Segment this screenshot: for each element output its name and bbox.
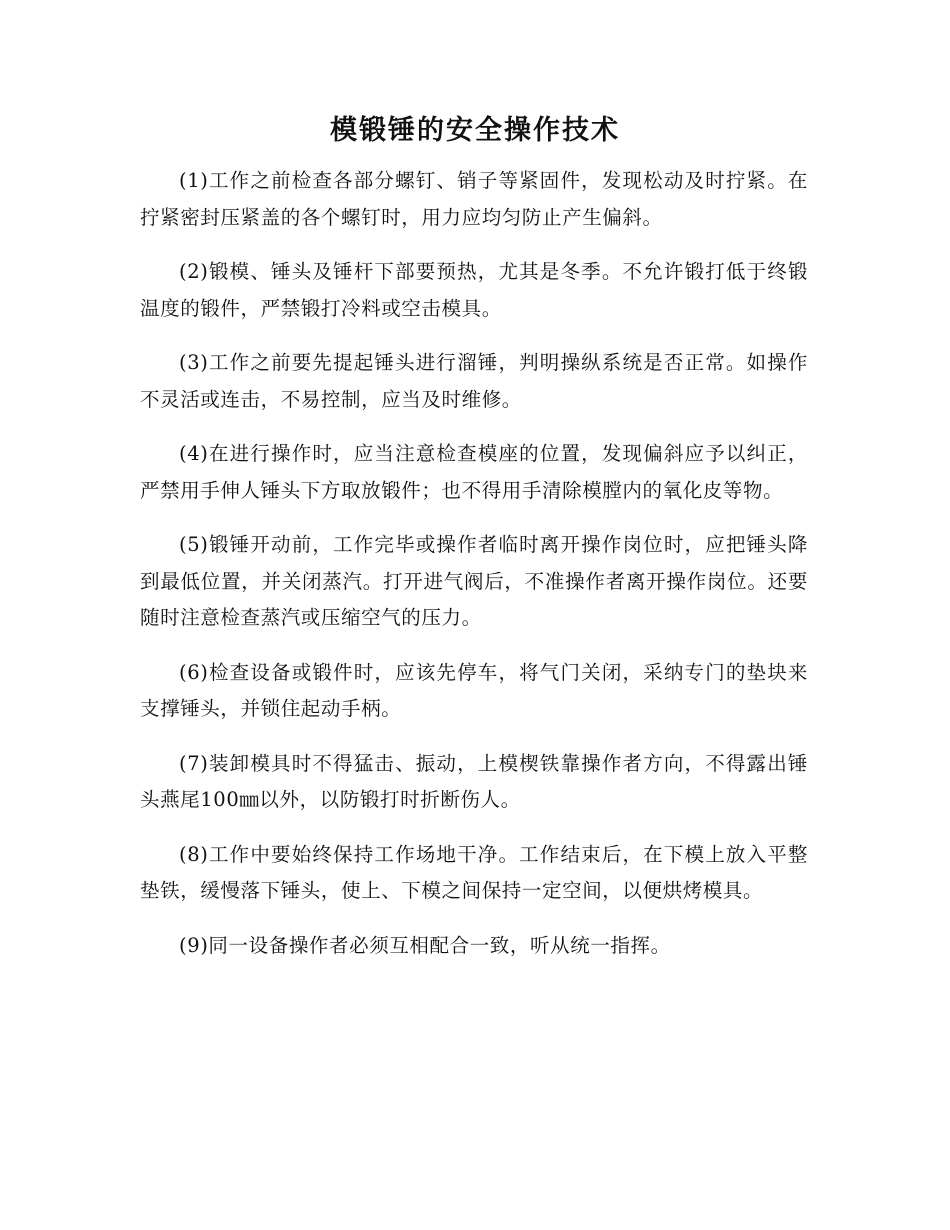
document-title: 模锻锤的安全操作技术 (330, 115, 620, 146)
document-body (140, 163, 808, 982)
paragraph-9: (9)同一设备操作者必须互相配合一致，听从统一指挥。 (179, 933, 671, 957)
paragraph-4: (4)在进行操作时，应当注意检查模座的位置，发现偏斜应予以纠正，严禁用手伸人锤头下方取放锻件；也不得用手清除模膛内的氧化皮等物。 (140, 442, 808, 502)
paragraph-6: (6)检查设备或锻件时，应该先停车，将气门关闭，采纳专门的垫块来支撑锤头，并锁住起动手柄。 (140, 660, 808, 720)
paragraph-2: (2)锻模、锤头及锤杆下部要预热，尤其是冬季。不允许锻打低于终锻温度的锻件，严禁锻打冷料或空击模具。 (140, 260, 808, 320)
paragraph-5: (5)锻锤开动前，工作完毕或操作者临时离开操作岗位时，应把锤头降到最低位置，并关闭蒸汽。打开进气阀后，不准操作者离开操作岗位。还要随时注意检查蒸汽或压缩空气的压力。 (140, 533, 808, 629)
paragraph-3: (3)工作之前要先提起锤头进行溜锤，判明操纵系统是否正常。如操作不灵活或连击，不易控制，应当及时维修。 (140, 351, 808, 411)
paragraph-8: (8)工作中要始终保持工作场地干净。工作结束后，在下模上放入平整垫铁，缓慢落下锤头，使上、下模之间保持一定空间，以便烘烤模具。 (140, 842, 808, 902)
paragraph-7: (7)装卸模具时不得猛击、振动，上模楔铁靠操作者方向，不得露出锤头燕尾100㎜以外，以防锻打时折断伤人。 (140, 751, 808, 811)
paragraph-1: (1)工作之前检查各部分螺钉、销子等紧固件，发现松动及时拧紧。在拧紧密封压紧盖的各个螺钉时，用力应均匀防止产生偏斜。 (140, 169, 808, 229)
